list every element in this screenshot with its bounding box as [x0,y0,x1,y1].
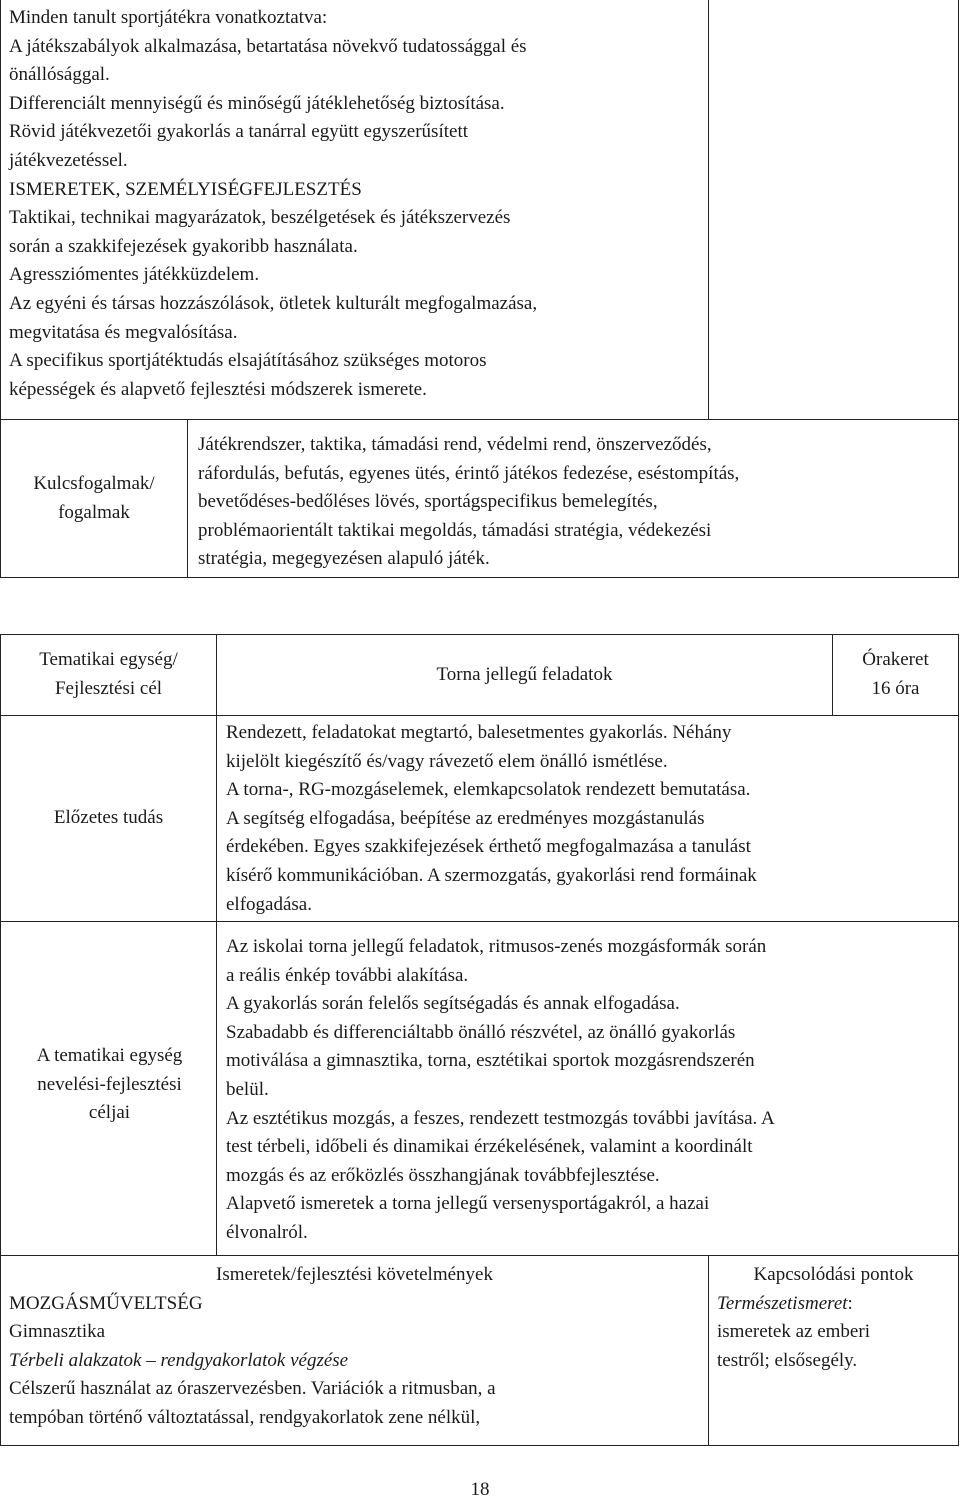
top-text-cell [0,0,709,420]
unit-title: Torna jellegű feladatok [436,663,613,685]
text-line: A játékszabályok alkalmazása, betartatása növekvő tudatossággal és [9,35,527,57]
prior-knowledge-label: Előzetes tudás [53,807,164,829]
text-line: A segítség elfogadása, beépítése az eredményes mozgástanulás [226,807,705,829]
text-line: Rövid játékvezetői gyakorlás a tanárral együtt egyszerűsített [9,121,468,143]
key-concepts-label: fogalmak [58,501,130,523]
text-line: ismeretek az emberi [717,1321,870,1343]
key-concepts-cell [188,420,959,578]
hours-cell [833,634,959,716]
text-line: mozgás és az erőközlés összhangjának továbbfejlesztése. [226,1164,660,1186]
text-line: Minden tanult sportjátékra vonatkoztatva: [9,7,328,28]
text-line: képességek és alapvető fejlesztési módszerek ismerete. [9,378,427,400]
text-line: érdekében. Egyes szakkifejezések érthető megfogalmazása a tanulást [226,836,751,858]
section-heading: MOZGÁSMŰVELTSÉG [9,1292,203,1314]
text-line: kijelölt kiegészítő és/vagy rávezető elem önálló ismétlése. [226,750,668,772]
text-line: A specifikus sportjátéktudás elsajátításához szükséges motoros [9,350,487,372]
goals-label: A tematikai egység [36,1045,183,1066]
text-line: Játékrendszer, taktika, támadási rend, védelmi rend, önszerveződés, [198,434,712,455]
text-line: tempóban történő változtatással, rendgyakorlatok zene nélkül, [9,1406,481,1428]
text-line: A torna-, RG-mozgáselemek, elemkapcsolatok rendezett bemutatása. [226,779,751,801]
goals-label: céljai [88,1102,131,1124]
text-line: játékvezetéssel. [9,149,128,171]
text-line: problémaorientált taktikai megoldás, támadási stratégia, védekezési [198,519,712,541]
text-line: Differenciált mennyiségű és minőségű játéklehetőség biztosítása. [9,92,505,114]
prior-knowledge-cell [217,716,959,922]
topic-title: Térbeli alakzatok – rendgyakorlatok végzése [9,1349,349,1371]
text-line: Az esztétikus mozgás, a feszes, rendezett testmozgás további javítása. A [226,1107,775,1129]
unit-label: Fejlesztési cél [54,678,163,699]
unit-label-cell [0,634,217,716]
text-line: ráfordulás, befutás, egyenes ütés, érintő játékos fedezése, eséstompítás, [198,462,740,484]
text-line: élvonalról. [226,1221,308,1243]
key-concepts-label-cell [0,420,188,578]
hours-label: Órakeret [862,649,929,671]
text-line: stratégia, megegyezésen alapuló játék. [198,548,490,570]
top-empty-cell [709,0,959,420]
text-line: Célszerű használat az óraszervezésben. Variációk a ritmusban, a [9,1378,496,1400]
text-line: A gyakorlás során felelős segítségadás és annak elfogadása. [226,993,680,1015]
text-line: Rendezett, feladatokat megtartó, balesetmentes gyakorlás. Néhány [226,722,732,743]
text-line: bevetődéses-bedőléses lövés, sportágspecifikus bemelegítés, [198,491,658,513]
section-heading: ISMERETEK, SZEMÉLYISÉGFEJLESZTÉS [9,178,362,200]
text-line: Szabadabb és differenciáltabb önálló részvétel, az önálló gyakorlás [226,1021,736,1043]
text-line: motiválása a gimnasztika, torna, esztétikai sportok mozgásrendszerén [226,1050,755,1072]
goals-cell [217,922,959,1256]
connection-subject [717,1290,958,1319]
requirements-cell [0,1256,709,1446]
text-line: testről; elsősegély. [717,1349,858,1371]
connections-cell [709,1256,959,1446]
unit-label: Tematikai egység/ [39,649,178,671]
key-concepts-label: Kulcsfogalmak/ [33,472,155,494]
goals-label: nevelési-fejlesztési [37,1073,182,1095]
goals-label-cell [0,922,217,1256]
hours-value: 16 óra [871,678,920,699]
text-line: a reális énkép további alakítása. [226,964,469,986]
text-line: Agressziómentes játékküzdelem. [9,264,260,286]
connections-header: Kapcsolódási pontok [753,1264,914,1285]
text-line: kísérő kommunikációban. A szermozgatás, gyakorlási rend formáinak [226,864,757,886]
text-line: megvitatása és megvalósítása. [9,321,238,343]
text-line: belül. [226,1078,269,1100]
subject-colon: : [847,1292,853,1314]
text-line: Az iskolai torna jellegű feladatok, ritmusos-zenés mozgásformák során [226,936,767,957]
page-number: 18 [470,1479,490,1500]
text-line: test térbeli, időbeli és dinamikai érzékelésének, valamint a koordinált [226,1136,753,1158]
subject-name: Természetismeret [717,1292,848,1314]
text-line: önállósággal. [9,64,110,86]
text-line: Alapvető ismeretek a torna jellegű versenysportágakról, a hazai [226,1193,710,1215]
text-line: Az egyéni és társas hozzászólások, ötletek kulturált megfogalmazása, [9,292,538,314]
prior-knowledge-label-cell [0,716,217,922]
text-line: során a szakkifejezések gyakoribb használata. [9,235,358,257]
requirements-header: Ismeretek/fejlesztési követelmények [216,1264,493,1285]
text-line: Taktikai, technikai magyarázatok, beszélgetések és játékszervezés [9,207,511,229]
unit-title-cell [217,634,833,716]
text-line: elfogadása. [226,893,312,915]
subsection-heading: Gimnasztika [9,1321,106,1343]
